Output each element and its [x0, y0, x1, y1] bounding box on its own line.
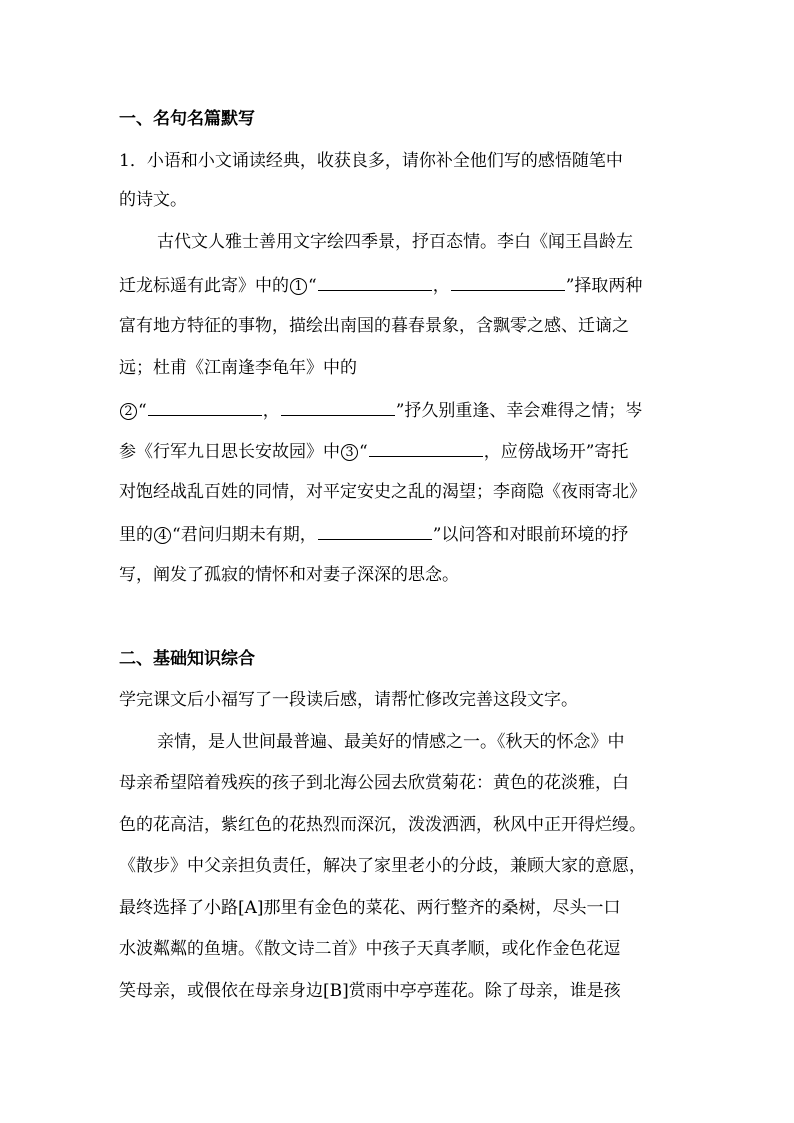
circled-number-1: 1 — [290, 278, 307, 295]
question-1-line1: 1．小语和小文诵读经典，收获良多，请你补全他们写的感悟随笔中 — [119, 151, 623, 171]
circled-number-4: 4 — [154, 527, 171, 544]
essay-line-7: 笑母亲，或偎依在母亲身边[B]赏雨中亭亭莲花。除了母亲，谁是孩 — [119, 981, 621, 1001]
circled-number-3: 3 — [341, 444, 358, 461]
question-1-line2: 的诗文。 — [119, 190, 187, 210]
essay-line-4: 《散步》中父亲担负责任，解决了家里老小的分歧，兼顾大家的意愿， — [119, 856, 646, 876]
essay-line-5: 最终选择了小路[A]那里有金色的菜花、两行整齐的桑树，尽头一口 — [119, 898, 621, 918]
passage-line-3: 富有地方特征的事物，描绘出南国的暮春景象，含飘零之感、迁谪之 — [119, 316, 629, 336]
essay-line-3: 色的花高洁，紫红色的花热烈而深沉，泼泼洒洒，秋风中正开得烂缦。 — [119, 815, 646, 835]
passage-line-8: 里的 4 “君问归期未有期， ”以问答和对眼前环境的抒 — [119, 522, 628, 546]
fill-blank-1a[interactable] — [318, 273, 432, 291]
section2-heading: 二、基础知识综合 — [119, 649, 255, 669]
fill-blank-4[interactable] — [318, 522, 432, 540]
fill-blank-2a[interactable] — [148, 398, 262, 416]
fill-blank-1b[interactable] — [451, 273, 565, 291]
essay-line-6: 水波粼粼的鱼塘。《散文诗二首》中孩子天真孝顺，或化作金色花逗 — [119, 939, 621, 959]
passage-line-9: 写，阐发了孤寂的情怀和对妻子深深的思念。 — [119, 565, 459, 585]
fill-blank-3[interactable] — [369, 439, 483, 457]
passage-line-5: 2 “ ， ”抒久别重逢、幸会难得之情；岑 — [119, 398, 642, 422]
section2-intro: 学完课文后小福写了一段读后感，请帮忙修改完善这段文字。 — [119, 690, 578, 710]
passage-line-7: 对饱经战乱百姓的同情，对平定安史之乱的渴望；李商隐《夜雨寄北》 — [119, 482, 646, 502]
fill-blank-2b[interactable] — [281, 398, 395, 416]
essay-line-1: 亲情，是人世间最普遍、最美好的情感之一。《秋天的怀念》中 — [157, 732, 625, 752]
circled-number-2: 2 — [120, 403, 137, 420]
passage-line-1: 古代文人雅士善用文字绘四季景，抒百态情。李白《闻王昌龄左 — [157, 232, 633, 252]
passage-line-4: 远；杜甫《江南逢李龟年》中的 — [119, 358, 357, 378]
essay-line-2: 母亲希望陪着残疾的孩子到北海公园去欣赏菊花：黄色的花淡雅，白 — [119, 773, 629, 793]
passage-line-2: 迁龙标遥有此寄》中的 1 “ ， ”择取两种 — [119, 273, 642, 297]
question-number: 1． — [119, 151, 147, 171]
section1-heading: 一、名句名篇默写 — [119, 109, 255, 129]
passage-line-6: 参《行军九日思长安故园》中 3 “ ，应傍战场开”寄托 — [119, 439, 628, 463]
